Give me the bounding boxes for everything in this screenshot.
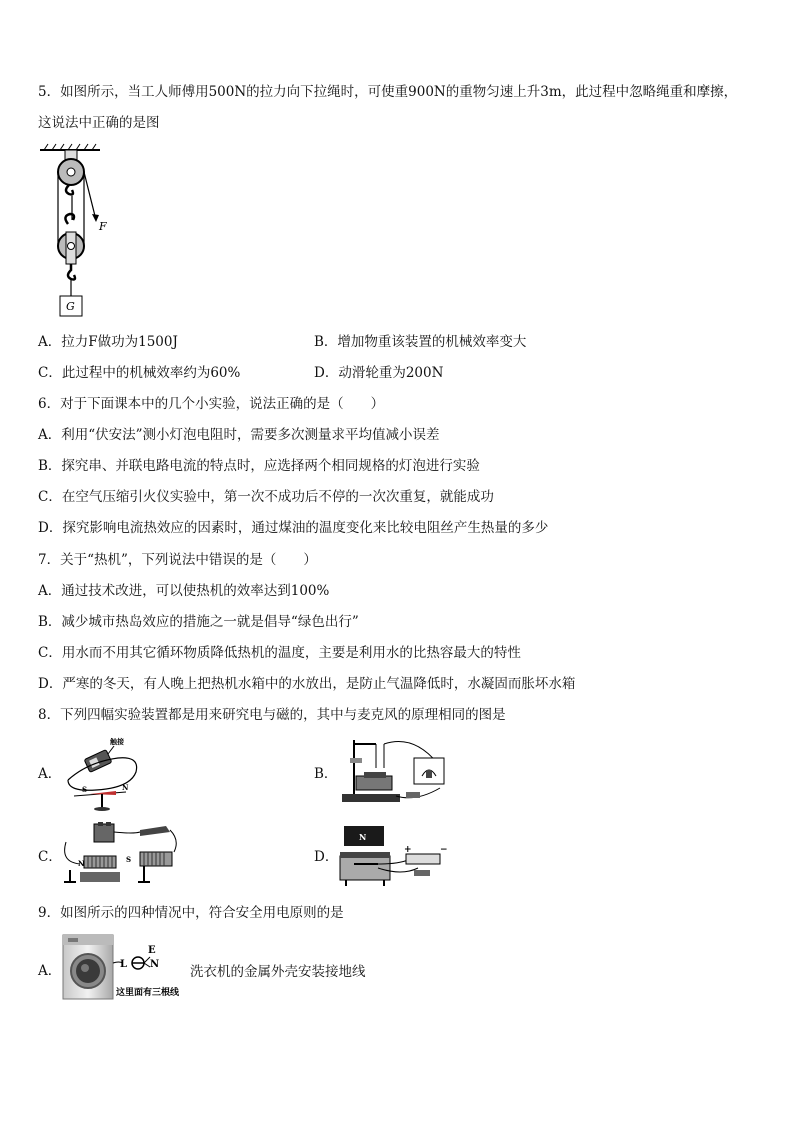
q7-option-b: B．减少城市热岛效应的措施之一就是倡导“绿色出行” <box>38 614 359 630</box>
washing-machine-figure <box>62 933 188 1001</box>
q9-option-a: A． <box>38 963 62 979</box>
q5-option-d: D．动滑轮重为200N <box>314 365 444 381</box>
electromagnet-experiment-figure <box>60 822 180 888</box>
fig-9a-l-label: L <box>120 959 128 970</box>
force-label: F <box>99 220 107 233</box>
q8-option-c: C． <box>38 849 62 865</box>
q7-option-a: A．通过技术改进，可以使热机的效率达到100% <box>38 583 330 599</box>
pulley-figure <box>38 144 118 320</box>
fig-9a-n-label: N <box>150 959 160 970</box>
weight-label: G <box>66 300 75 313</box>
svg-text:+: + <box>404 845 412 855</box>
fig-a-s-label: S <box>82 785 88 794</box>
magnetic-force-experiment-figure <box>336 732 446 814</box>
fig-a-n-label: N <box>122 783 129 792</box>
fig-c-s-label: S <box>126 855 132 864</box>
fig-9a-note: 这里面有三根线 <box>116 988 180 998</box>
q5-stem-line1: 5．如图所示，当工人师傅用500N的拉力向下拉绳时，可使重900N的重物匀速上升3m，此过程中忽略绳重和摩擦， <box>38 84 738 100</box>
q9-stem: 9．如图所示的四种情况中，符合安全用电原则的是 <box>38 905 344 921</box>
q5-option-b: B．增加物重该装置的机械效率变大 <box>314 334 527 350</box>
fig-9a-e-label: E <box>148 945 156 956</box>
q8-option-a: A． <box>38 766 62 782</box>
oersted-experiment-figure <box>60 732 142 814</box>
q5-option-a: A．拉力F做功为1500J <box>38 334 178 350</box>
q7-option-d: D．严寒的冬天，有人晚上把热机水箱中的水放出，是防止气温降低时，水凝固而胀坏水箱 <box>38 676 576 692</box>
q5-option-c: C．此过程中的机械效率约为60% <box>38 365 241 381</box>
q6-option-d: D．探究影响电流热效应的因素时，通过煤油的温度变化来比较电阻丝产生热量的多少 <box>38 520 549 536</box>
q6-option-b: B．探究串、并联电路电流的特点时，应选择两个相同规格的灯泡进行实验 <box>38 458 480 474</box>
fig-c-n-label: N <box>78 859 85 868</box>
q7-option-c: C．用水而不用其它循环物质降低热机的温度，主要是利用水的比热容最大的特性 <box>38 645 521 661</box>
q8-option-b: B． <box>314 766 338 782</box>
q8-option-d: D． <box>314 849 339 865</box>
q6-option-a: A．利用“伏安法”测小灯泡电阻时，需要多次测量求平均值减小误差 <box>38 427 440 443</box>
generator-experiment-figure <box>336 822 446 888</box>
q6-option-c: C．在空气压缩引火仪实验中，第一次不成功后不停的一次次重复，就能成功 <box>38 489 494 505</box>
svg-text:−: − <box>440 845 448 855</box>
fig-a-touch-label: 触接 <box>110 737 124 746</box>
q8-stem: 8．下列四幅实验装置都是用来研究电与磁的，其中与麦克风的原理相同的图是 <box>38 707 506 723</box>
q5-stem-line2: 这说法中正确的是图 <box>38 115 160 131</box>
q6-stem: 6．对于下面课本中的几个小实验，说法正确的是（ ） <box>38 396 385 412</box>
q9-option-a-caption: 洗衣机的金属外壳安装接地线 <box>190 964 366 980</box>
fig-d-n-label: N <box>359 832 367 842</box>
q7-stem: 7．关于“热机”，下列说法中错误的是（ ） <box>38 552 317 568</box>
